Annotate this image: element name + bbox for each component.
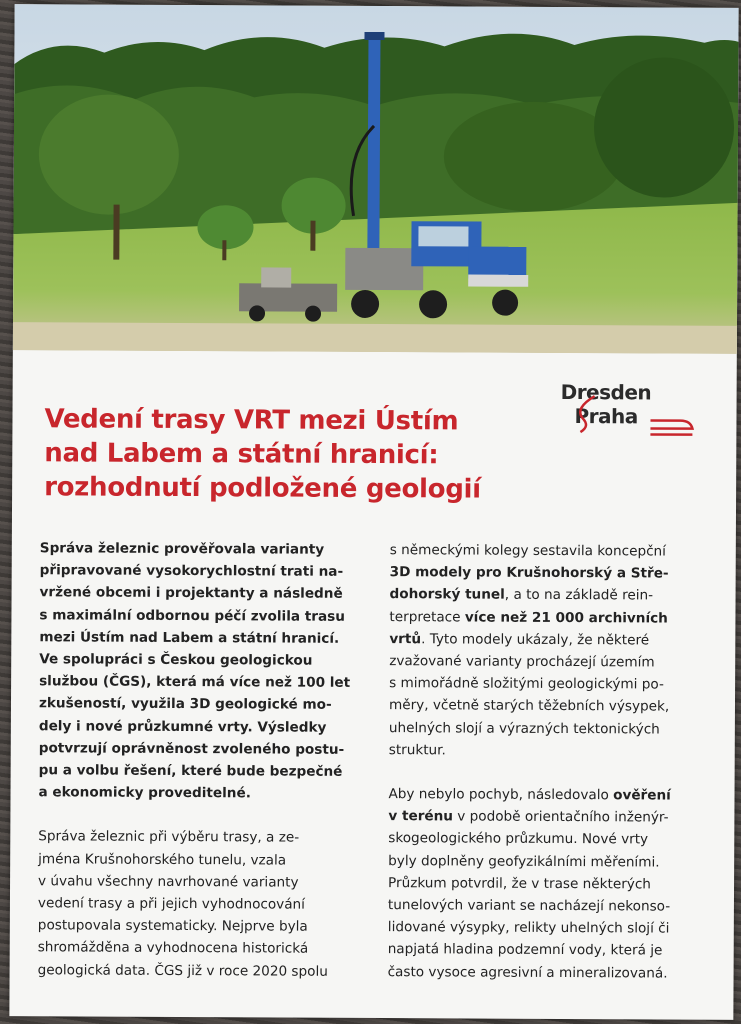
title-line: Vedení trasy VRT mezi Ústím	[44, 404, 459, 437]
body-paragraph	[38, 826, 374, 983]
text-line	[390, 539, 725, 563]
text-line: připravované vysokorychlostní trati na-	[39, 562, 344, 581]
text-segment: Aby nebylo pochyb, následovalo	[388, 786, 614, 804]
text-line: dely i nové průzkumné vrty. Výsledky	[38, 717, 327, 736]
text-line	[389, 717, 724, 741]
text-line: Správa železnic při výběru trasy, a ze-	[38, 828, 300, 847]
text-line: službou (ČGS), která má více než 100 let	[39, 673, 351, 692]
text-line	[388, 939, 723, 963]
logo-line-2: Praha	[574, 404, 638, 429]
text-segment: napjatá hladina podzemní vody, která je	[387, 941, 663, 959]
text-segment: struktur.	[388, 741, 446, 759]
body-paragraph	[388, 783, 724, 985]
text-segment: měry, včetně starých těžebních výsypek,	[388, 697, 670, 715]
text-line: potvrzují oprávněnost zvoleného postu-	[38, 740, 345, 758]
text-segment: s německými kolegy sestavila koncepční	[389, 542, 667, 560]
text-segment: terpretace	[389, 608, 465, 626]
text-segment: . Tyto modely ukázaly, že některé	[421, 631, 650, 649]
text-segment: v podobě orientačního inženýr-	[452, 808, 669, 826]
text-segment: uhelných slojí a výrazných tektonických	[388, 719, 660, 738]
text-segment: zvažované varianty procházejí územím	[389, 653, 655, 671]
text-line: a ekonomicky proveditelné.	[38, 784, 251, 802]
text-line: pu a volbu řešení, které bude bezpečné	[38, 762, 343, 780]
route-swoosh-icon	[572, 394, 602, 434]
text-segment: , a to na základě rein-	[504, 587, 654, 604]
text-line: Ve spolupráci s Českou geologickou	[39, 651, 313, 669]
left-column	[38, 537, 375, 983]
text-line	[388, 828, 723, 852]
bold-text: 3D modely pro Krušnohorský a Stře-	[389, 564, 669, 582]
train-icon	[646, 408, 706, 438]
text-line	[390, 583, 725, 607]
bold-text: více než 21 000 archivních	[464, 609, 668, 627]
text-line	[389, 650, 724, 674]
text-line: zkušeností, využila 3D geologické mo-	[38, 695, 332, 714]
text-segment: Průzkum potvrdil, že v trase některých	[388, 874, 652, 893]
text-line	[388, 872, 723, 896]
text-line	[389, 695, 724, 719]
text-line: Správa železnic prověřovala varianty	[39, 540, 325, 558]
text-line	[388, 894, 723, 918]
bold-text: dohorský tunel	[389, 586, 505, 604]
title-line: rozhodnutí podložené geologií	[44, 472, 481, 505]
text-line: vedení trasy a při jejich vyhodnocování	[37, 895, 306, 913]
text-line	[389, 672, 724, 696]
text-segment: byly doplněny geofyzikálními měřeními.	[388, 852, 660, 871]
title-line: nad Labem a státní hranicí:	[44, 438, 439, 471]
field-scene	[13, 4, 739, 354]
text-line	[389, 606, 724, 630]
drilling-rig-photo	[13, 4, 739, 354]
logo-line-1: Dresden	[560, 379, 652, 405]
text-line	[390, 561, 725, 585]
text-segment: s mimořádně složitými geologickými po-	[389, 675, 664, 693]
right-column	[388, 539, 725, 985]
text-line	[388, 783, 723, 807]
text-segment: skogeologického průzkumu. Nové vrty	[388, 830, 649, 848]
text-line: mezi Ústím nad Labem a státní hranicí.	[39, 629, 340, 647]
lead-paragraph	[38, 537, 374, 805]
bold-text: ověření	[613, 787, 671, 804]
page-title	[44, 402, 565, 507]
text-line: jména Krušnohorského tunelu, vzala	[38, 850, 287, 869]
text-line	[388, 805, 723, 829]
text-line: postupovala systematicky. Nejprve byla	[37, 917, 308, 935]
text-line	[389, 739, 724, 763]
text-line	[388, 916, 723, 940]
text-line: geologická data. ČGS již v roce 2020 spolu	[37, 961, 328, 980]
text-segment: často vysoce agresivní a mineralizovaná.	[387, 963, 668, 982]
text-line	[389, 628, 724, 652]
text-line	[388, 961, 723, 985]
leaflet-page	[9, 4, 738, 1020]
text-segment: tunelových variant se nacházejí nekonso-	[387, 897, 671, 915]
text-line: v úvahu všechny navrhované varianty	[38, 873, 299, 891]
text-line: vržené obcemi i projektanty a následně	[39, 584, 343, 603]
bold-text: v terénu	[388, 808, 454, 825]
text-line	[388, 850, 723, 874]
text-line: shromážděna a vyhodnocena historická	[37, 939, 309, 958]
text-segment: lidované výsypky, relikty uhelných slojí či	[387, 919, 670, 937]
bold-text: vrtů	[389, 630, 422, 648]
body-paragraph	[389, 539, 725, 763]
text-line: s maximální odbornou péčí zvolila trasu	[39, 606, 345, 625]
dresden-praha-logo	[560, 380, 710, 445]
